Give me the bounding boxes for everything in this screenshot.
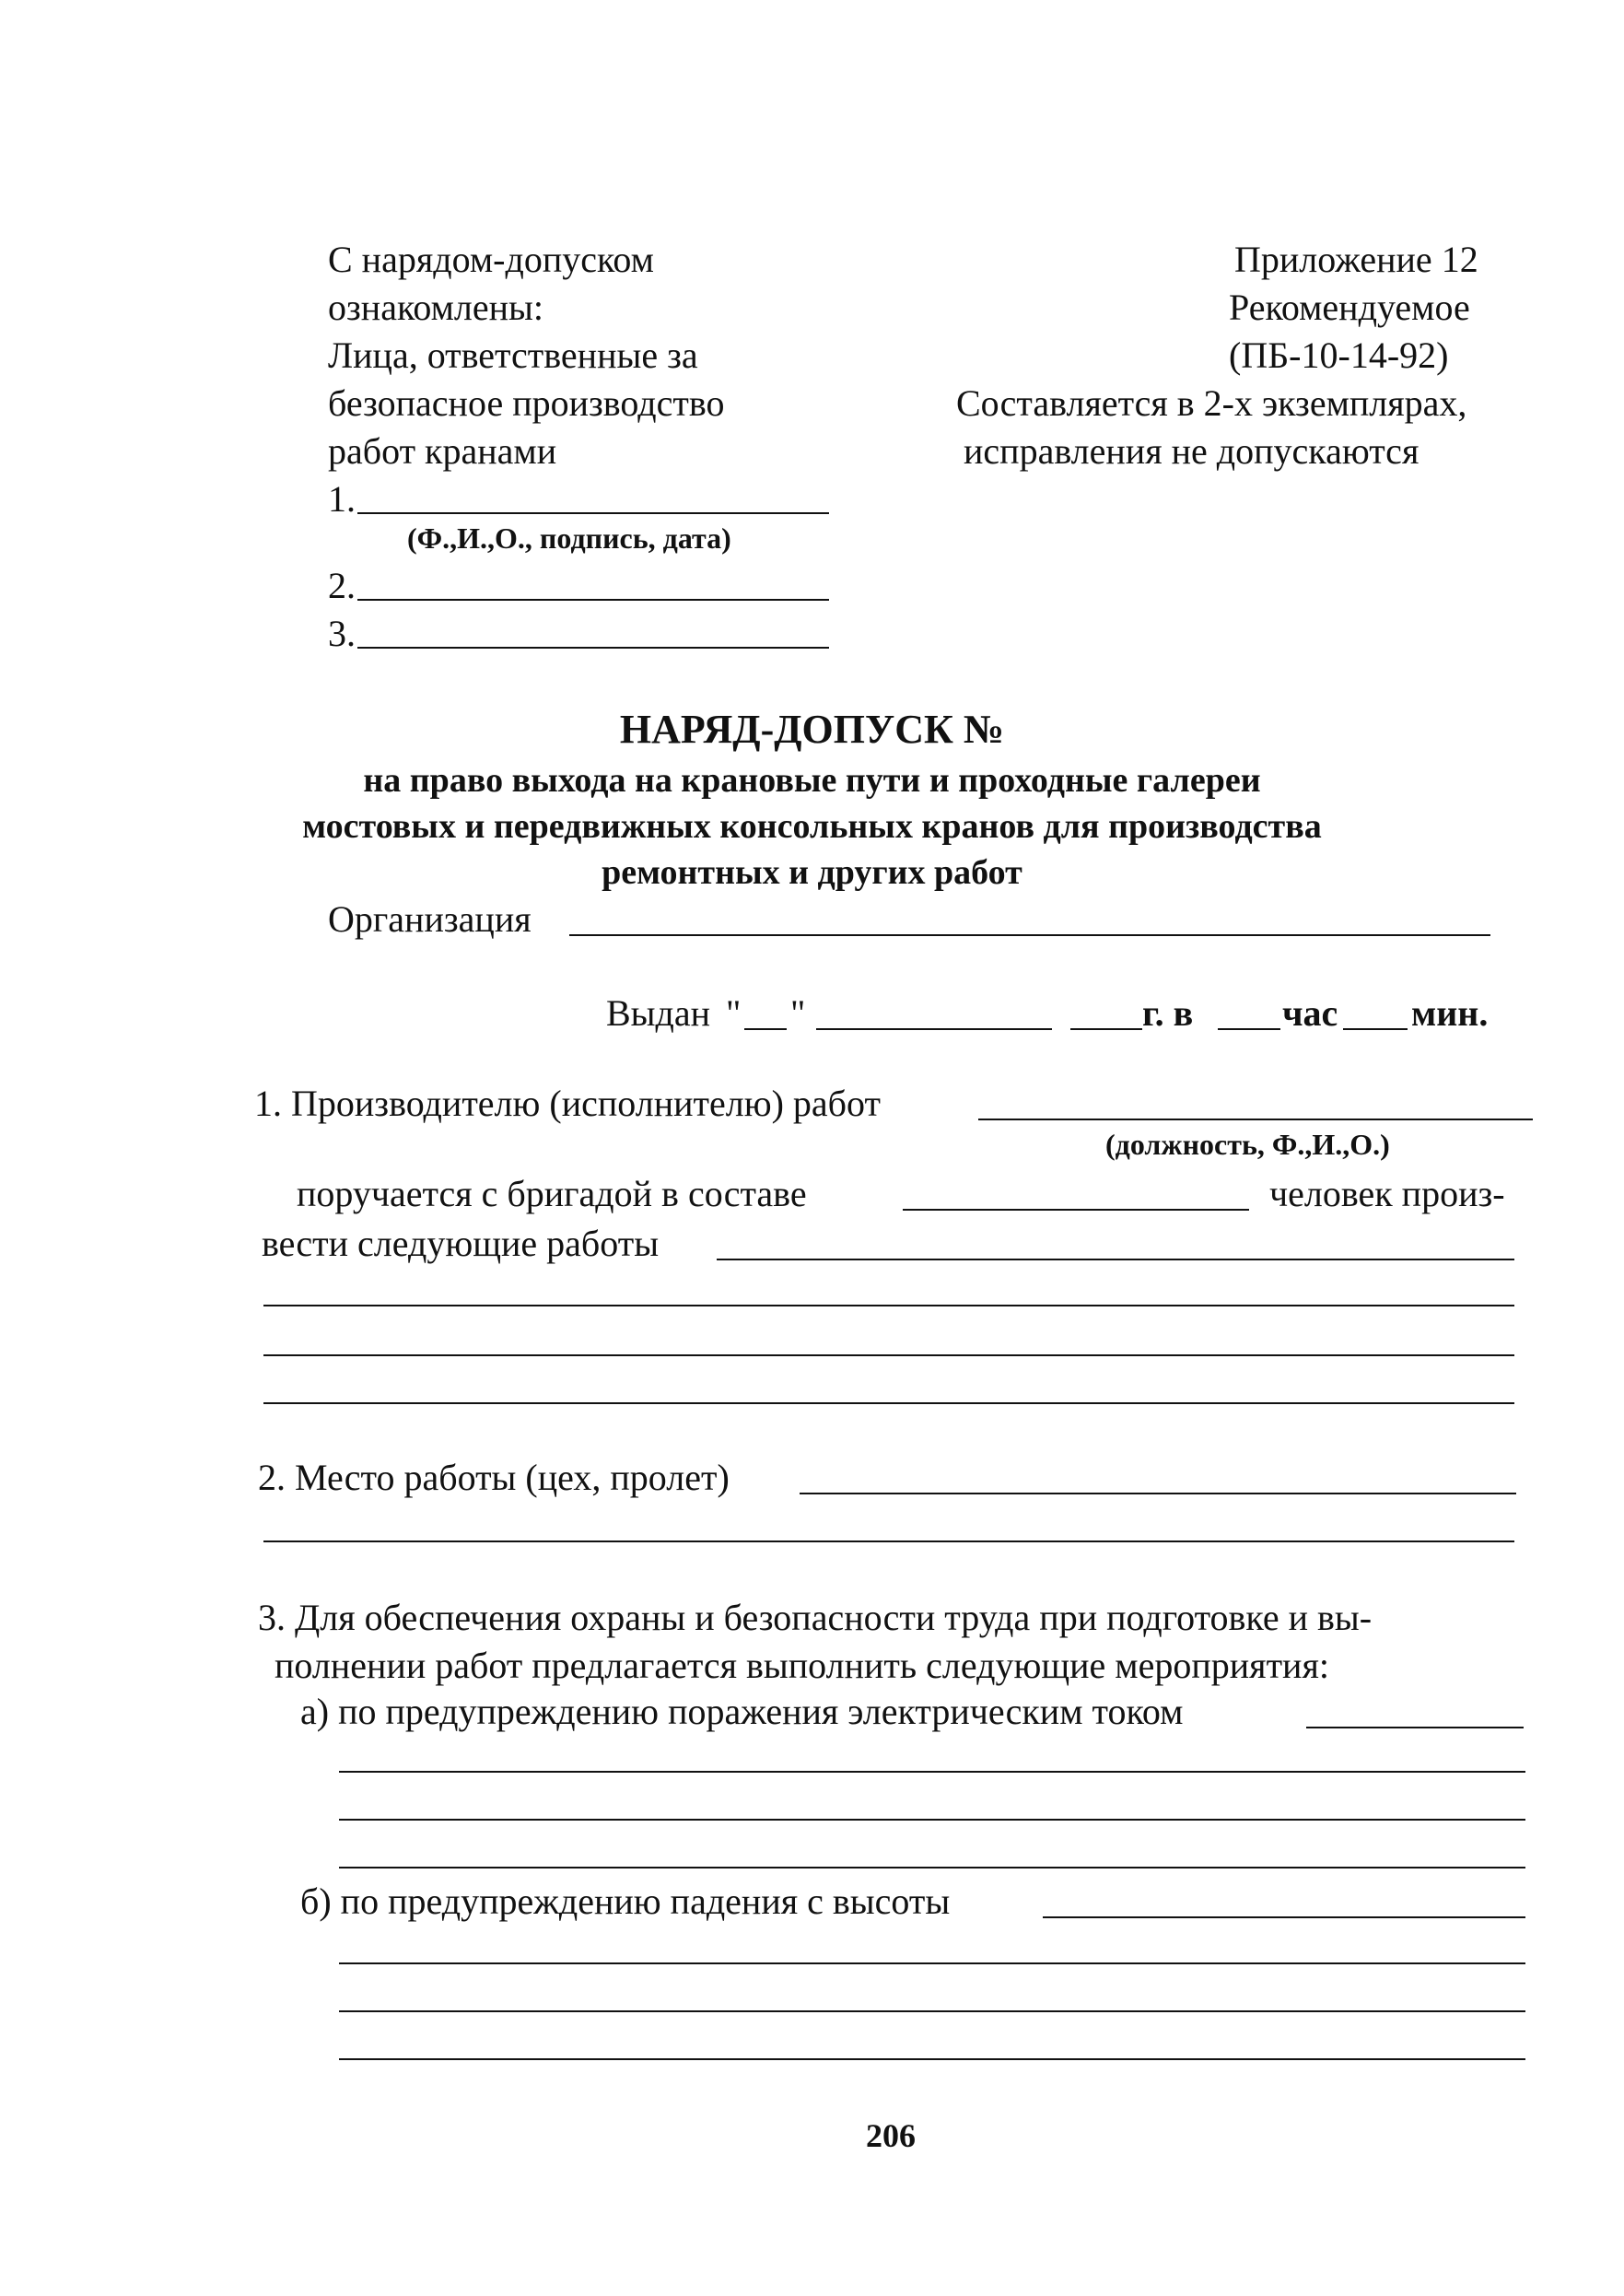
title-line-1: на право выхода на крановые пути и проходные галереи	[363, 761, 1261, 800]
signature-1-number: 1.	[328, 478, 356, 520]
workplace-field-1[interactable]	[800, 1493, 1516, 1494]
electric-measures-field-4[interactable]	[339, 1867, 1525, 1868]
section-1-label: 1. Производителю (исполнителю) работ	[254, 1083, 881, 1124]
fall-measures-field-2[interactable]	[339, 1962, 1525, 1964]
copies-note: Составляется в 2-х экземплярах,	[956, 382, 1467, 424]
crew-size-field[interactable]	[903, 1209, 1249, 1211]
section-2-label: 2. Место работы (цех, пролет)	[258, 1457, 730, 1498]
issued-year-field[interactable]	[1070, 1028, 1142, 1030]
ack-line: работ кранами	[328, 430, 557, 472]
section-3b-label: б) по предупреждению падения с высоты	[300, 1880, 951, 1922]
quote-open: "	[726, 992, 742, 1034]
annex-status: Рекомендуемое	[1229, 287, 1470, 328]
fall-measures-field-3[interactable]	[339, 2010, 1525, 2012]
section-1-crew-text: поручается с бригадой в составе	[297, 1173, 807, 1214]
issued-hour-field[interactable]	[1218, 1028, 1280, 1030]
issued-label: Выдан	[606, 992, 711, 1034]
works-field-4[interactable]	[263, 1402, 1514, 1404]
executor-caption: (должность, Ф.,И.,О.)	[1105, 1128, 1390, 1161]
title-main: НАРЯД-ДОПУСК №	[619, 707, 1005, 752]
minute-label: мин.	[1411, 992, 1489, 1034]
section-1-crew-end: человек произ-	[1269, 1173, 1505, 1214]
page-number: 206	[866, 2117, 916, 2154]
signature-2-line[interactable]	[357, 599, 829, 601]
works-field-3[interactable]	[263, 1354, 1514, 1356]
year-hour-label: г. в	[1142, 992, 1194, 1034]
executor-field[interactable]	[978, 1119, 1533, 1120]
electric-measures-field-1[interactable]	[1306, 1727, 1524, 1728]
electric-measures-field-2[interactable]	[339, 1771, 1525, 1773]
organization-field[interactable]	[569, 934, 1490, 936]
annex-code: (ПБ-10-14-92)	[1229, 334, 1449, 376]
signature-3-number: 3.	[328, 613, 356, 654]
works-field-1[interactable]	[717, 1259, 1514, 1260]
signature-1-line[interactable]	[357, 512, 829, 514]
fall-measures-field-1[interactable]	[1043, 1916, 1525, 1918]
ack-line: С нарядом-допуском	[328, 239, 654, 280]
issued-month-field[interactable]	[816, 1028, 1052, 1030]
works-field-2[interactable]	[263, 1305, 1514, 1306]
organization-label: Организация	[328, 898, 532, 940]
workplace-field-2[interactable]	[263, 1540, 1514, 1542]
quote-close: "	[790, 992, 806, 1034]
section-3a-label: а) по предупреждению поражения электрическим током	[300, 1691, 1184, 1732]
section-3-line-1: 3. Для обеспечения охраны и безопасности труда при подготовке и вы-	[258, 1597, 1373, 1638]
title-line-3: ремонтных и других работ	[602, 853, 1022, 892]
annex-number: Приложение 12	[1234, 239, 1478, 280]
signature-2-number: 2.	[328, 565, 356, 606]
title-line-2: мостовых и передвижных консольных кранов для производства	[302, 807, 1322, 846]
section-1-works-text: вести следующие работы	[262, 1223, 660, 1264]
section-3-line-2: полнении работ предлагается выполнить следующие мероприятия:	[275, 1645, 1329, 1686]
corrections-note: исправления не допускаются	[964, 430, 1420, 472]
signature-caption: (Ф.,И.,О., подпись, дата)	[407, 521, 731, 555]
ack-line: Лица, ответственные за	[328, 334, 698, 376]
issued-minute-field[interactable]	[1343, 1028, 1408, 1030]
fall-measures-field-4[interactable]	[339, 2058, 1525, 2060]
ack-line: безопасное производство	[328, 382, 725, 424]
signature-3-line[interactable]	[357, 647, 829, 649]
hour-label: час	[1282, 992, 1338, 1034]
ack-line: ознакомлены:	[328, 287, 544, 328]
electric-measures-field-3[interactable]	[339, 1819, 1525, 1821]
issued-day-field[interactable]	[744, 1028, 787, 1030]
